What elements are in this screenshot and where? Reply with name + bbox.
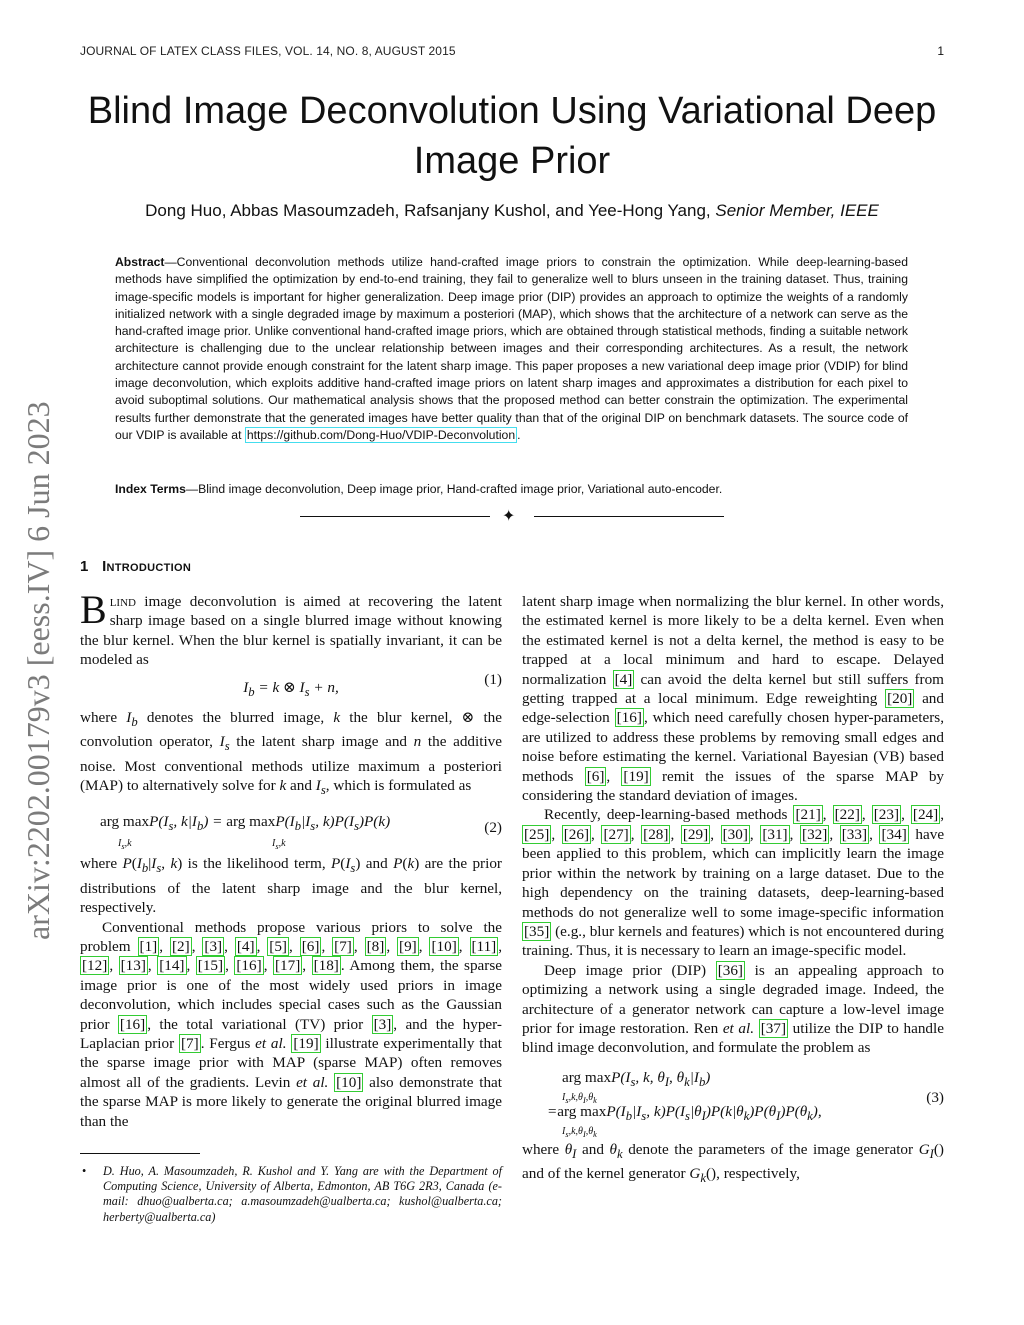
equation-number: (2) bbox=[484, 819, 502, 837]
arxiv-stamp: arXiv:2202.00179v3 [eess.IV] 6 Jun 2023 bbox=[20, 401, 56, 940]
section-number: 1 bbox=[80, 558, 89, 575]
footnote-rule bbox=[80, 1153, 200, 1154]
footnote-text: D. Huo, A. Masoumzadeh, R. Kushol and Y. Yang are with the Department of Computing Science, University of Alberta, Edmonton, AB T6G 2R3, Canada (e-mail: dhuo@ualberta.ca; a.masoumzadeh@ualberta.ca; kushol@ualberta.ca; herberty@ualberta.ca) bbox=[103, 1164, 502, 1224]
equation-1: $I_b = k$ ⊗ $I_s + n$, (1) bbox=[243, 670, 502, 699]
author-names: Dong Huo, Abbas Masoumzadeh, Rafsanjany Kushol, and Yee-Hong Yang, bbox=[145, 201, 711, 220]
paragraph: Recently, deep-learning-based methods [21] , [22] , [23] , [24] , [25] , [26] , [27] , [28] , [29] , [30] , [31] , [32] , [33] , [34] have been applied to this problem, which can implicitly learn the image prior within the network by training on a large dataset. Due to the high dependency on the training datasets, deep-learning-based methods do not generalize well to some image-specific information [35] (e.g., blur kernels and features) which is not encountered during training. Thus, it is necessary to learn an image-specific model. bbox=[522, 806, 945, 960]
abstract-end: . bbox=[517, 427, 521, 442]
index-terms-label: Index Terms bbox=[115, 482, 186, 496]
right-column bbox=[522, 592, 944, 1189]
diamond-ornament-icon: ✦ bbox=[502, 508, 516, 525]
paragraph: Conventional methods propose various priors to solve the problem [1] , [2] , [3] , [4] , [5] , [6] , [7] , [8] , [9] , [10] , [11] , [12] , [13] , [14] , [15] , [16] , [17] , [18] . Among them, the sparse image prior is one of the most widely used priors in image deconvolution, which includes special cases such as the Gaussian prior [16] , the total variational (TV) prior [3] , and the hyper-Laplacian prior [7] . Fergus et al. [19] illustrate experimentally that the sparse image prior with MAP (sparse MAP) often removes almost all of the gradients. Levin et al. [10] also demonstrate that the sparse MAP is more likely to generate the original blurred image than the bbox=[80, 918, 503, 1130]
abstract-text: —Conventional deconvolution methods utilize hand-crafted image priors to constrain the optimization. While deep-learning-based methods have simplified the optimization by end-to-end training, they fail to generalize well to blurs unseen in the training dataset. Thus, training image-specific models is important for higher generalization. Deep image prior (DIP) provides an approach to optimize the weights of a randomly initialized network with a single degraded image by maximum a posteriori (MAP), which shows that the architecture of a network can serve as the hand-crafted image prior. Unlike conventional hand-crafted image priors, which are obtained through statistical methods, finding a suitable network architecture is challenging due to the unclear relationship between images and their corresponding architectures. As a result, the network architecture cannot provide enough constraint for the latent sharp image. This paper proposes a new variational deep image prior (VDIP) for blind image deconvolution, which exploits additive hand-crafted image priors on latent sharp images and approximates a distribution for each pixel to avoid suboptimal solutions. Our mathematical analysis shows that the proposed method can better constrain the optimization. The experimental results further demonstrate that the generated images have better quality than that of the original DIP on benchmark datasets. The source code of our VDIP is available at bbox=[115, 255, 908, 442]
author-list bbox=[80, 201, 944, 221]
paper-title: Blind Image Deconvolution Using Variational Deep Image Prior bbox=[87, 90, 937, 182]
index-terms-text: —Blind image deconvolution, Deep image prior, Hand-crafted image prior, Variational auto-encoder. bbox=[185, 482, 723, 496]
paragraph: where $\theta_I$ and $\theta_k$ denote the parameters of the image generator $G_I()$ and of the kernel generator $G_k()$, respectively, bbox=[522, 1140, 944, 1186]
section-heading bbox=[80, 558, 191, 575]
paragraph: where $I_b$ denotes the blurred image, k the blur kernel, ⊗ the convolution operator, $I_s$ the latent sharp image and n the additive noise. Most conventional methods utilize maximum a posteriori (MAP) to alternatively solve for k and $I_s$, which is formulated as bbox=[80, 708, 503, 797]
left-column bbox=[80, 587, 503, 1131]
paragraph: Deep image prior (DIP) [36] is an appealing approach to optimizing a network using a single degraded image. Indeed, the architecture of a generator network can capture a low-level image prior for image restoration. Ren et al. [37] utilize the DIP to handle blind image deconvolution, and formulate the problem as bbox=[522, 961, 944, 1057]
paragraph: latent sharp image when normalizing the blur kernel. In other words, the estimated kernel is more likely to be a delta kernel. Even when the estimated kernel is not a delta kernel, the method is easy to be trapped at a local minimum and hard to escape. Delayed normalization [4] can avoid the delta kernel but still suffers from getting trapped at a local minimum. Edge reweighting [20] and edge-selection [16] , which need carefully chosen hyper-parameters, are utilized to address these problems by removing small edges and noise before estimating the kernel. Variational Bayesian (VB) based methods [6] , [19] remit the issues of the sparse MAP by considering the standard deviation of images. bbox=[522, 593, 945, 805]
running-header: JOURNAL OF LATEX CLASS FILES, VOL. 14, NO. 8, AUGUST 2015 bbox=[80, 44, 456, 58]
source-code-link[interactable]: https://github.com/Dong-Huo/VDIP-Deconvolution bbox=[246, 427, 516, 442]
paragraph: Blind image deconvolution is aimed at recovering the latent sharp image based on a single blurred image without knowing the blur kernel. When the blur kernel is spatially invariant, it can be modeled as bbox=[80, 587, 502, 669]
equation-number: (1) bbox=[484, 670, 502, 688]
author-membership: Senior Member, IEEE bbox=[715, 201, 879, 220]
page-number: 1 bbox=[937, 44, 944, 58]
equation-2: arg $\max P(I_s$, $k|I_b$) = arg $\max P(I_b|I_s$, $k)P(I_s)P(k)$ $I_s,k$ $I_s,k$ (2) bbox=[100, 813, 502, 852]
section-divider bbox=[300, 507, 724, 527]
equation-3: arg $\max P(I_s$, k, $\theta_I$, $\theta_k|I_b$) $I_s,k,\theta_I,\theta_k$ =arg $\max P(I_b|I_s$, $k)P(I_s|\theta_I)P(k|\theta_k)P(\theta_I)P(\theta_k)$, $I_s,k,\theta_I,\theta_k$ (3) bbox=[547, 1068, 944, 1139]
section-title: Introduction bbox=[102, 558, 192, 575]
footnote: • D. Huo, A. Masoumzadeh, R. Kushol and Y. Yang are with the Department of Computing Science, University of Alberta, Edmonton, AB T6G 2R3, Canada (e-mail: dhuo@ualberta.ca; a.masoumzadeh@ualberta.ca; kushol@ualberta.ca; herberty@ualberta.ca) bbox=[82, 1164, 502, 1224]
index-terms bbox=[115, 482, 908, 496]
paragraph: where $P(I_b|I_s$, k) is the likelihood term, $P(I_s)$ and P(k) are the prior distributions of the latent sharp image and the blur kernel, respectively. bbox=[80, 855, 502, 917]
abstract bbox=[115, 254, 908, 444]
abstract-label: Abstract bbox=[115, 255, 165, 269]
equation-number: (3) bbox=[926, 1088, 944, 1106]
